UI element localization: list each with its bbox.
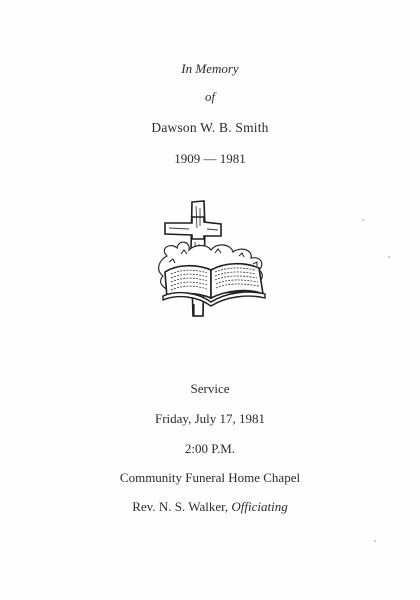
- life-dates: 1909 — 1981: [174, 151, 246, 166]
- service-date: Friday, July 17, 1981: [154, 411, 266, 426]
- service-time: 2:00 P.M.: [184, 441, 236, 456]
- in-memory-heading: In Memory: [181, 61, 239, 76]
- deceased-name: Dawson W. B. Smith: [151, 120, 269, 135]
- of-text: of: [204, 89, 216, 104]
- paper-speck: [388, 256, 390, 258]
- officiant-role: Officiating: [231, 499, 288, 514]
- service-location: Community Funeral Home Chapel: [119, 470, 301, 485]
- officiant-name: Rev. N. S. Walker,: [132, 499, 229, 514]
- officiant-line: [0, 499, 420, 515]
- service-heading: Service: [190, 381, 230, 396]
- paper-speck: [374, 540, 376, 542]
- cross-and-open-bible-icon: [155, 198, 271, 320]
- paper-speck: [362, 219, 364, 221]
